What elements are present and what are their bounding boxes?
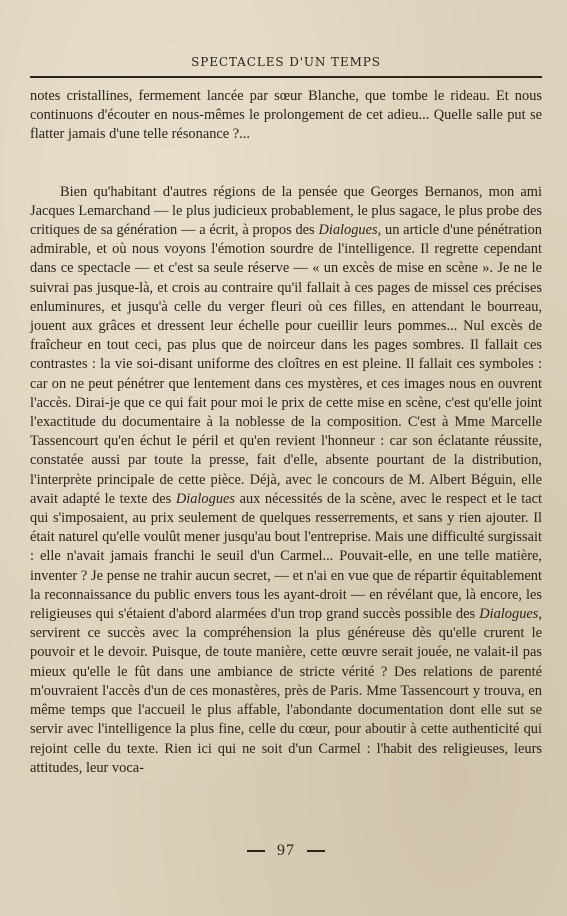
paragraph-text-part-4: , servirent ce succès avec la compréhension la plus généreuse dès qu'elle crurent le pouvoir et le devoir. Puisque, de toute manière, cette œuvre serait jouée, ne valait-il pas mieux qu'elle le fût dans une ambiance de stricte vérité ? Des relations de parenté m'ouvraient l'accès d'un de ces monastères, près de Paris. Mme Tassencourt y trouva, en même temps que l'accueil le plus affable, l'abondante documentation dont elle sut se servir avec l'intelligence la plus fine, celle du cœur, pour aboutir à cette authenticité qui rejoint celle du texte. Rien ici qui ne soit d'un Carmel : l'habit des religieuses, leurs attitudes, leur voca-: [30, 606, 542, 776]
running-title: SPECTACLES D'UN TEMPS: [191, 55, 381, 69]
page-folio: [30, 842, 542, 860]
folio-dash-left: [247, 850, 265, 852]
folio-dash-right: [307, 850, 325, 852]
paragraph-continuation: notes cristallines, fermement lancée par sœur Blanche, que tombe le rideau. Et nous continuons d'écouter en nous-mêmes le prolongement de cet adieu... Quelle salle put se flatter jamais d'une telle résonance ?...: [30, 88, 542, 143]
paragraph-text-part-2: , un article d'une pénétration admirable, et où nous voyons l'émotion sourdre de l'intelligence. Il regrette cependant dans ce spectacle — et c'est sa seule réserve — « un excès de mise en scène ». Je ne le suivrai pas jusque-là, et crois au contraire qu'il fallait à ces pages de missel ces précises enluminures, et jusqu'à celle du verger fleuri où ces filles, en attendant le bourreau, jouent aux grâces et dressent leur échelle pour cueillir leurs pommes... Nul excès de fraîcheur en tout ceci, pas plus que de noirceur dans les pages sombres. Il fallait ces contrastes : la vie soi-disant uniforme des cloîtres en est pleine. Il fallait ces symboles : car on ne peut pénétrer que lentement dans ces mystères, et ces images nous en ouvrent l'accès. Dirai-je que ce qui fait pour moi le prix de cette mise en scène, c'est qu'elle joint l'exactitude du documentaire à la noblesse de la composition. C'est à Mme Marcelle Tassencourt qu'en échut le péril et qu'en revient l'honneur : car son éclatante réussite, constatée aussi par toute la presse, fait d'elle, absente pourtant de la distribution, l'interprète principale de cette pièce. Déjà, avec le concours de M. Albert Béguin, elle avait adapté le texte des: [30, 222, 543, 507]
paragraph-text-part-1: Bien qu'habitant d'autres régions de la pensée que Georges Bernanos, mon ami Jacques Lemarchand — le plus judicieux probablement, le plus sagace, le plus probe des critiques de sa génération — a écrit, à propos des: [30, 183, 542, 239]
page-number: 97: [277, 842, 295, 859]
italic-title-dialogues: Dialogues: [318, 222, 378, 239]
italic-title-dialogues: Dialogues: [175, 490, 236, 507]
header-rule: [30, 76, 542, 78]
paragraph-text-part-3: aux nécessités de la scène, avec le respect et le tact qui s'imposaient, au prix seulement de quelques resserrements, et sans y rien ajouter. Il était naturel qu'elle voulût mener jusqu'au bout l'entreprise. Mais une difficulté surgissait : elle n'avait jamais franchi le seuil d'un Carmel... Pouvait-elle, en une telle matière, inventer ? Je pense ne trahir aucun secret, — et n'ai en vue que de répartir équitablement la reconnaissance du public envers tous les ayant-droit — en révélant que, là encore, les religieuses qui s'étaient d'abord alarmées d'un trop grand succès possible des: [30, 490, 543, 623]
italic-title-dialogues: Dialogues: [479, 606, 539, 623]
paragraph-review: [30, 183, 542, 778]
text-block: [30, 87, 542, 778]
